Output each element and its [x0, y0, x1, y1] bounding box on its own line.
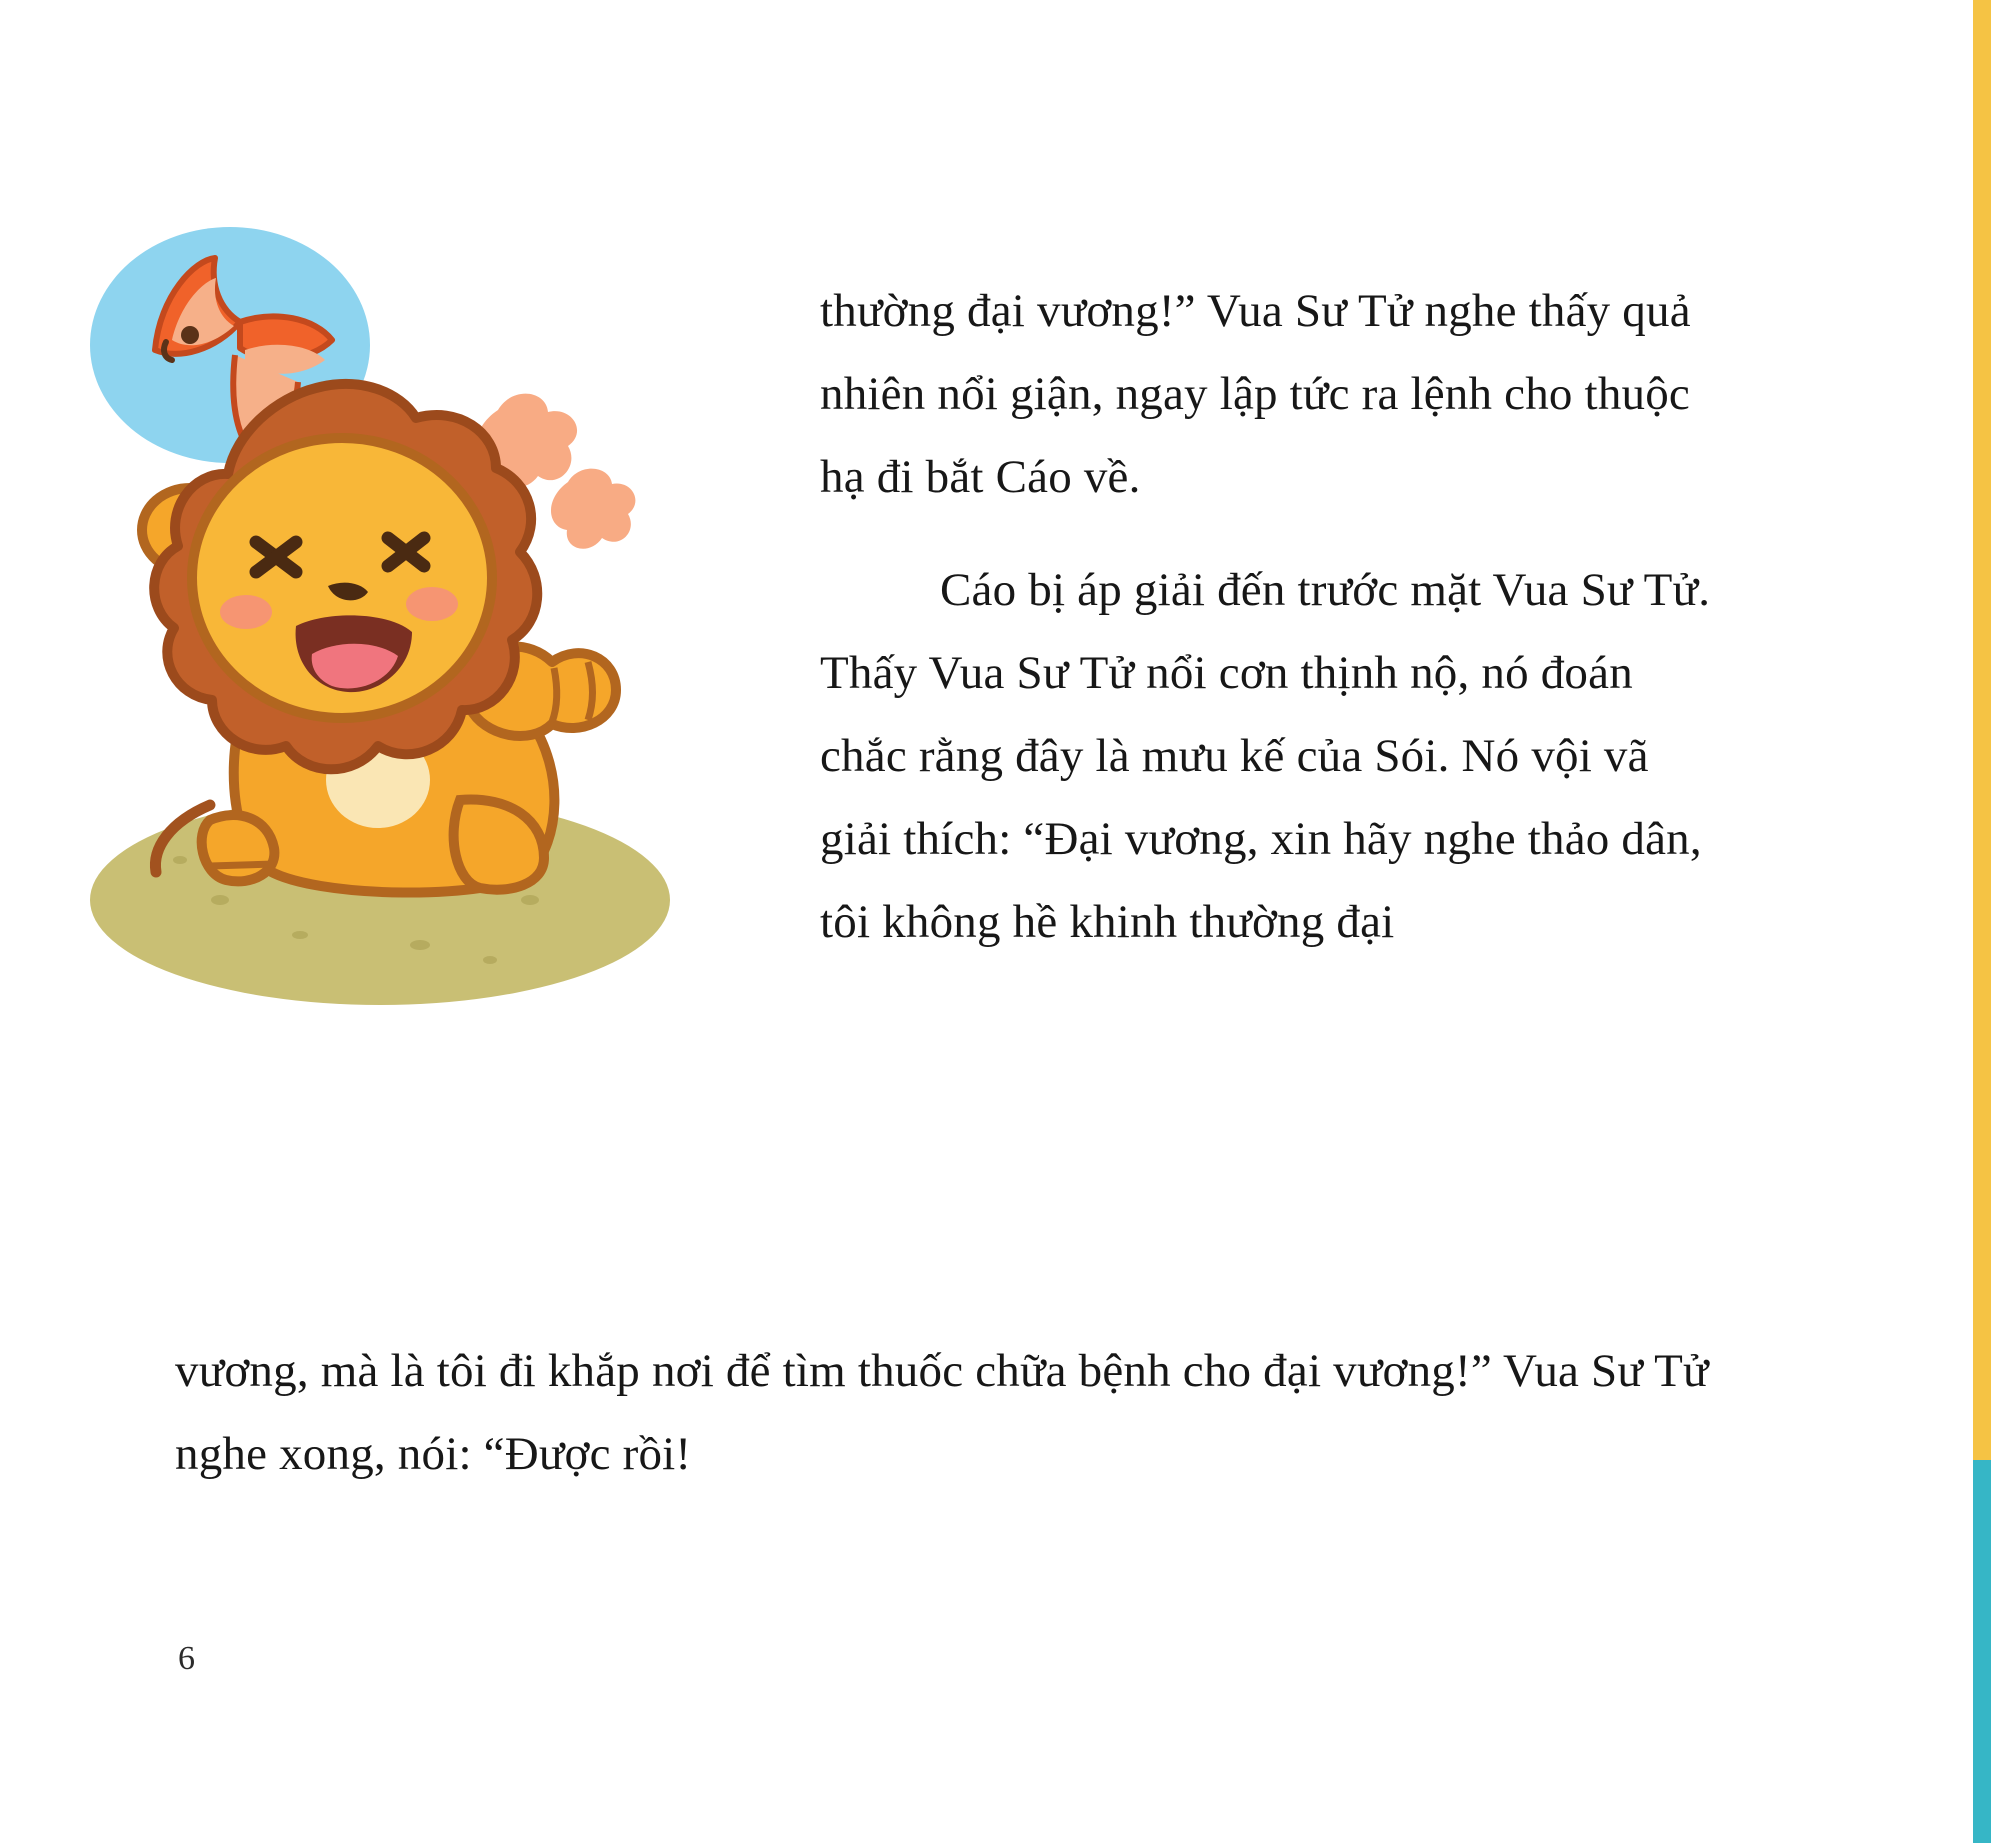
page-number: 6	[178, 1640, 195, 1677]
paragraph-1: thường đại vương!” Vua Sư Tử nghe thấy quả nhiên nổi giận, ngay lập tức ra lệnh cho thuộc hạ đi bắt Cáo về.	[820, 285, 1691, 503]
text-column-right	[820, 270, 1720, 964]
text-full-width	[175, 1330, 1725, 1496]
edge-bar-teal	[1973, 1460, 1991, 1843]
page-edge-decoration	[1973, 0, 1991, 1843]
paragraph-3: vương, mà là tôi đi khắp nơi để tìm thuốc chữa bệnh cho đại vương!” Vua Sư Tử nghe xong, nói: “Được rồi!	[175, 1345, 1709, 1480]
paragraph-2: Cáo bị áp giải đến trước mặt Vua Sư Tử. Thấy Vua Sư Tử nổi cơn thịnh nộ, nó đoán chắc rằng đây là mưu kế của Sói. Nó vội vã giải thích: “Đại vương, xin hãy nghe thảo dân, tôi không hề khinh thường đại	[820, 564, 1711, 948]
edge-bar-gold	[1973, 0, 1991, 1460]
lion-illustration	[60, 200, 800, 1160]
